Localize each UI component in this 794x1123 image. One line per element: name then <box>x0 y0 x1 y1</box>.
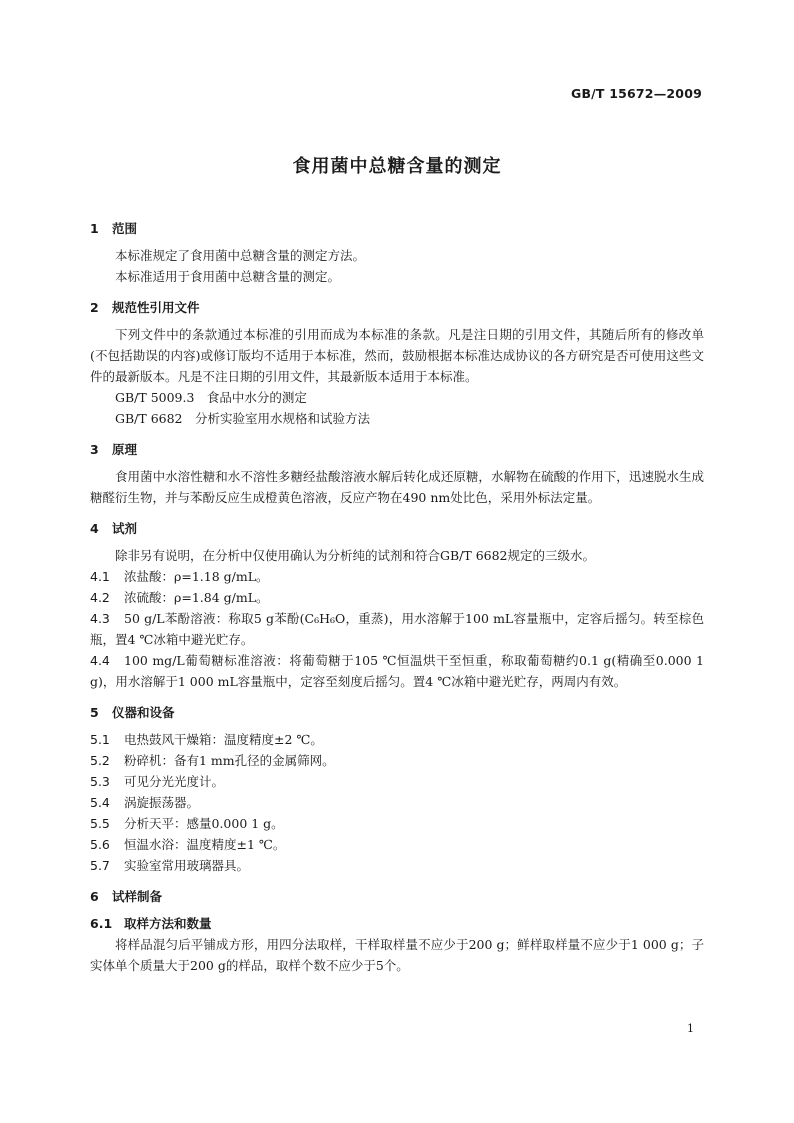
section-3-para: 食用菌中水溶性糖和水不溶性多糖经盐酸溶液水解后转化成还原糖，水解物在硫酸的作用下，迅速脱水生成糖醛衍生物，并与苯酚反应生成橙黄色溶液，反应产物在490 nm处比色，采用外标法定量。 <box>90 469 704 505</box>
list-item: 5.4 涡旋振荡器。 <box>90 795 200 810</box>
section-5-heading: 5 仪器和设备 <box>90 705 175 720</box>
standard-code: GB/T 15672—2009 <box>570 86 702 101</box>
reference-item: GB/T 6682 分析实验室用水规格和试验方法 <box>115 411 371 426</box>
list-item: 5.1 电热鼓风干燥箱：温度精度±2 ℃。 <box>90 732 323 747</box>
section-1-para-2: 本标准适用于食用菌中总糖含量的测定。 <box>115 269 341 284</box>
document-title: 食用菌中总糖含量的测定 <box>292 156 502 177</box>
list-item: 5.3 可见分光光度计。 <box>90 774 225 789</box>
list-item: 5.2 粉碎机：备有1 mm孔径的金属筛网。 <box>90 753 335 768</box>
document-body <box>90 218 704 976</box>
section-4-para: 除非另有说明，在分析中仅使用确认为分析纯的试剂和符合GB/T 6682规定的三级水。 <box>115 548 596 563</box>
subsection-6-1-heading: 6.1 取样方法和数量 <box>90 916 212 931</box>
list-item: 5.5 分析天平：感量0.000 1 g。 <box>90 816 284 831</box>
section-1-heading: 1 范围 <box>90 221 138 236</box>
list-item: 5.7 实验室常用玻璃器具。 <box>90 858 250 873</box>
page-number: 1 <box>687 1022 694 1035</box>
section-4-heading: 4 试剂 <box>90 521 138 536</box>
section-2-para: 下列文件中的条款通过本标准的引用而成为本标准的条款。凡是注日期的引用文件，其随后所有的修改单(不包括勘误的内容)或修订版均不适用于本标准，然而，鼓励根据本标准达成协议的各方研究是否可使用这些文件的最新版本。凡是不注日期的引用文件，其最新版本适用于本标准。 <box>90 327 704 384</box>
section-1-para-1: 本标准规定了食用菌中总糖含量的测定方法。 <box>115 248 366 263</box>
subsection-6-1-para: 将样品混匀后平铺成方形，用四分法取样，干样取样量不应少于200 g；鲜样取样量不应少于1 000 g；子实体单个质量大于200 g的样品，取样个数不应少于5个。 <box>90 937 704 973</box>
section-3-heading: 3 原理 <box>90 442 138 457</box>
list-item: 4.1 浓盐酸：ρ=1.18 g/mL。 <box>90 569 269 584</box>
list-item: 4.2 浓硫酸：ρ=1.84 g/mL。 <box>90 590 269 605</box>
list-item: 4.3 50 g/L苯酚溶液：称取5 g苯酚(C₆H₆O，重蒸)，用水溶解于100 mL容量瓶中，定容后摇匀。转至棕色瓶，置4 ℃冰箱中避光贮存。 <box>90 611 704 647</box>
section-2-heading: 2 规范性引用文件 <box>90 300 200 315</box>
reference-item: GB/T 5009.3 食品中水分的测定 <box>115 390 307 405</box>
list-item: 5.6 恒温水浴：温度精度±1 ℃。 <box>90 837 286 852</box>
section-6-heading: 6 试样制备 <box>90 889 163 904</box>
list-item: 4.4 100 mg/L葡萄糖标准溶液：将葡萄糖于105 ℃恒温烘干至恒重，称取葡萄糖约0.1 g(精确至0.000 1 g)，用水溶解于1 000 mL容量瓶中，定容至刻度后摇匀。置4 ℃冰箱中避光贮存，两周内有效。 <box>90 653 704 689</box>
